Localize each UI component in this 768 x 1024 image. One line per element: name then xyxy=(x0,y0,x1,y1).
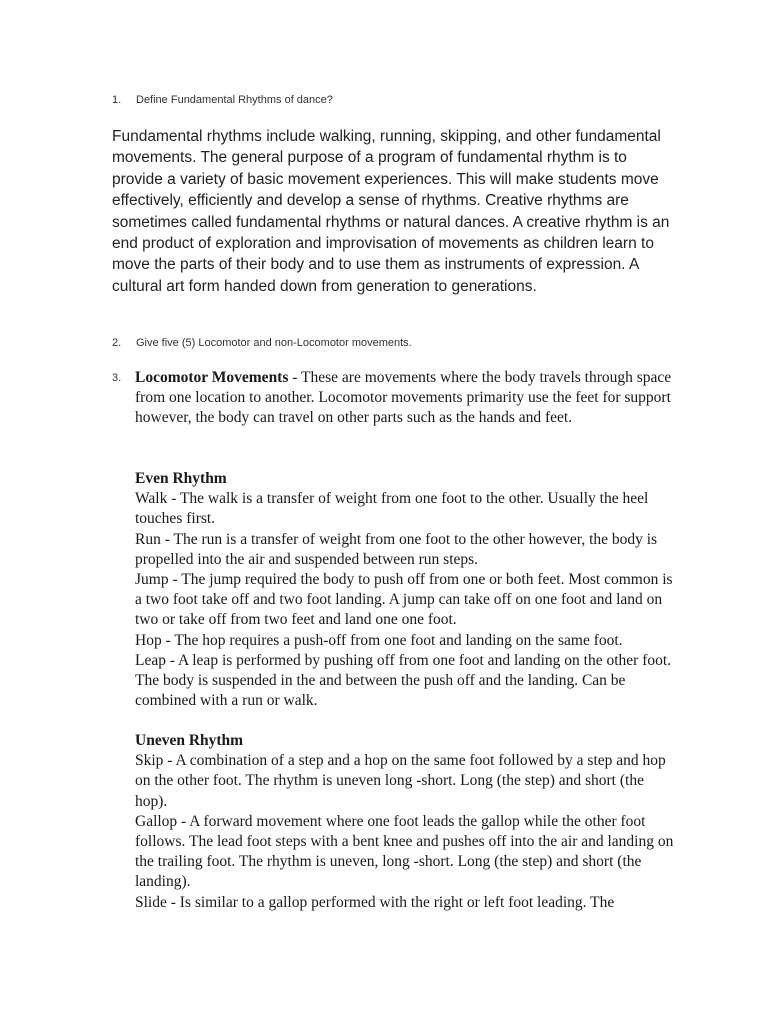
question-2-number: 2. xyxy=(112,337,122,349)
question-1-text: Define Fundamental Rhythms of dance? xyxy=(136,94,333,106)
uneven-rhythm-item-gallop: Gallop - A forward movement where one foot leads the gallop while the other foot follows. The lead foot steps with a bent knee and pushes off into the air and landing on the trailing foot. The rhythm is uneven, long -short. Long (the step) and short (the landing). xyxy=(135,812,674,891)
uneven-rhythm-item-skip: Skip - A combination of a step and a hop on the same foot followed by a step and hop on the other foot. The rhythm is uneven long -short. Long (the step) and short (the hop). xyxy=(135,752,666,810)
uneven-rhythm-heading: Uneven Rhythm xyxy=(135,732,244,749)
locomotor-text: - These are movements where the body travels through space from one location to another. Locomotor movements primarity use the feet for support however, the body can travel on other parts such as the hands and feet. xyxy=(135,369,672,427)
even-rhythm-item-walk: Walk - The walk is a transfer of weight from one foot to the other. Usually the heel touches first. xyxy=(135,490,649,528)
even-rhythm-heading: Even Rhythm xyxy=(135,470,227,487)
question-1 xyxy=(112,94,333,106)
question-1-number: 1. xyxy=(112,94,122,106)
even-rhythm-item-jump: Jump - The jump required the body to push off from one or both feet. Most common is a two foot take off and two foot landing. A jump can take off on one foot and land on two or take off from two feet and land one one foot. xyxy=(135,571,673,629)
even-rhythm-item-hop: Hop - The hop requires a push-off from one foot and landing on the same foot. xyxy=(135,631,623,649)
uneven-rhythm-section xyxy=(135,731,675,913)
even-rhythm-item-run: Run - The run is a transfer of weight from one foot to the other however, the body is propelled into the air and suspended between run steps. xyxy=(135,530,658,568)
locomotor-section xyxy=(135,368,675,429)
even-rhythm-item-leap: Leap - A leap is performed by pushing off from one foot and landing on the other foot. The body is suspended in the and between the push off and the landing. Can be combined with a run or walk. xyxy=(135,651,672,710)
uneven-rhythm-item-slide: Slide - Is similar to a gallop performed with the right or left foot leading. The xyxy=(135,893,615,911)
question-2-text: Give five (5) Locomotor and non-Locomotor movements. xyxy=(136,337,412,349)
locomotor-paragraph xyxy=(135,368,675,429)
answer-1 xyxy=(112,126,672,297)
answer-1-paragraph: Fundamental rhythms include walking, running, skipping, and other fundamental movements. The general purpose of a program of fundamental rhythm is to provide a variety of basic movement experiences. This will make students move effectively, efficiently and develop a sense of rhythms. Creative rhythms are sometimes called fundamental rhythms or natural dances. A creative rhythm is an end product of exploration and improvisation of movements as children learn to move the parts of their body and to use them as instruments of expression. A cultural art form handed down from generation to generations. xyxy=(112,128,670,295)
question-2 xyxy=(112,337,412,349)
even-rhythm-section xyxy=(135,469,675,711)
locomotor-title: Locomotor Movements xyxy=(135,369,289,386)
question-3-number: 3. xyxy=(112,372,122,384)
